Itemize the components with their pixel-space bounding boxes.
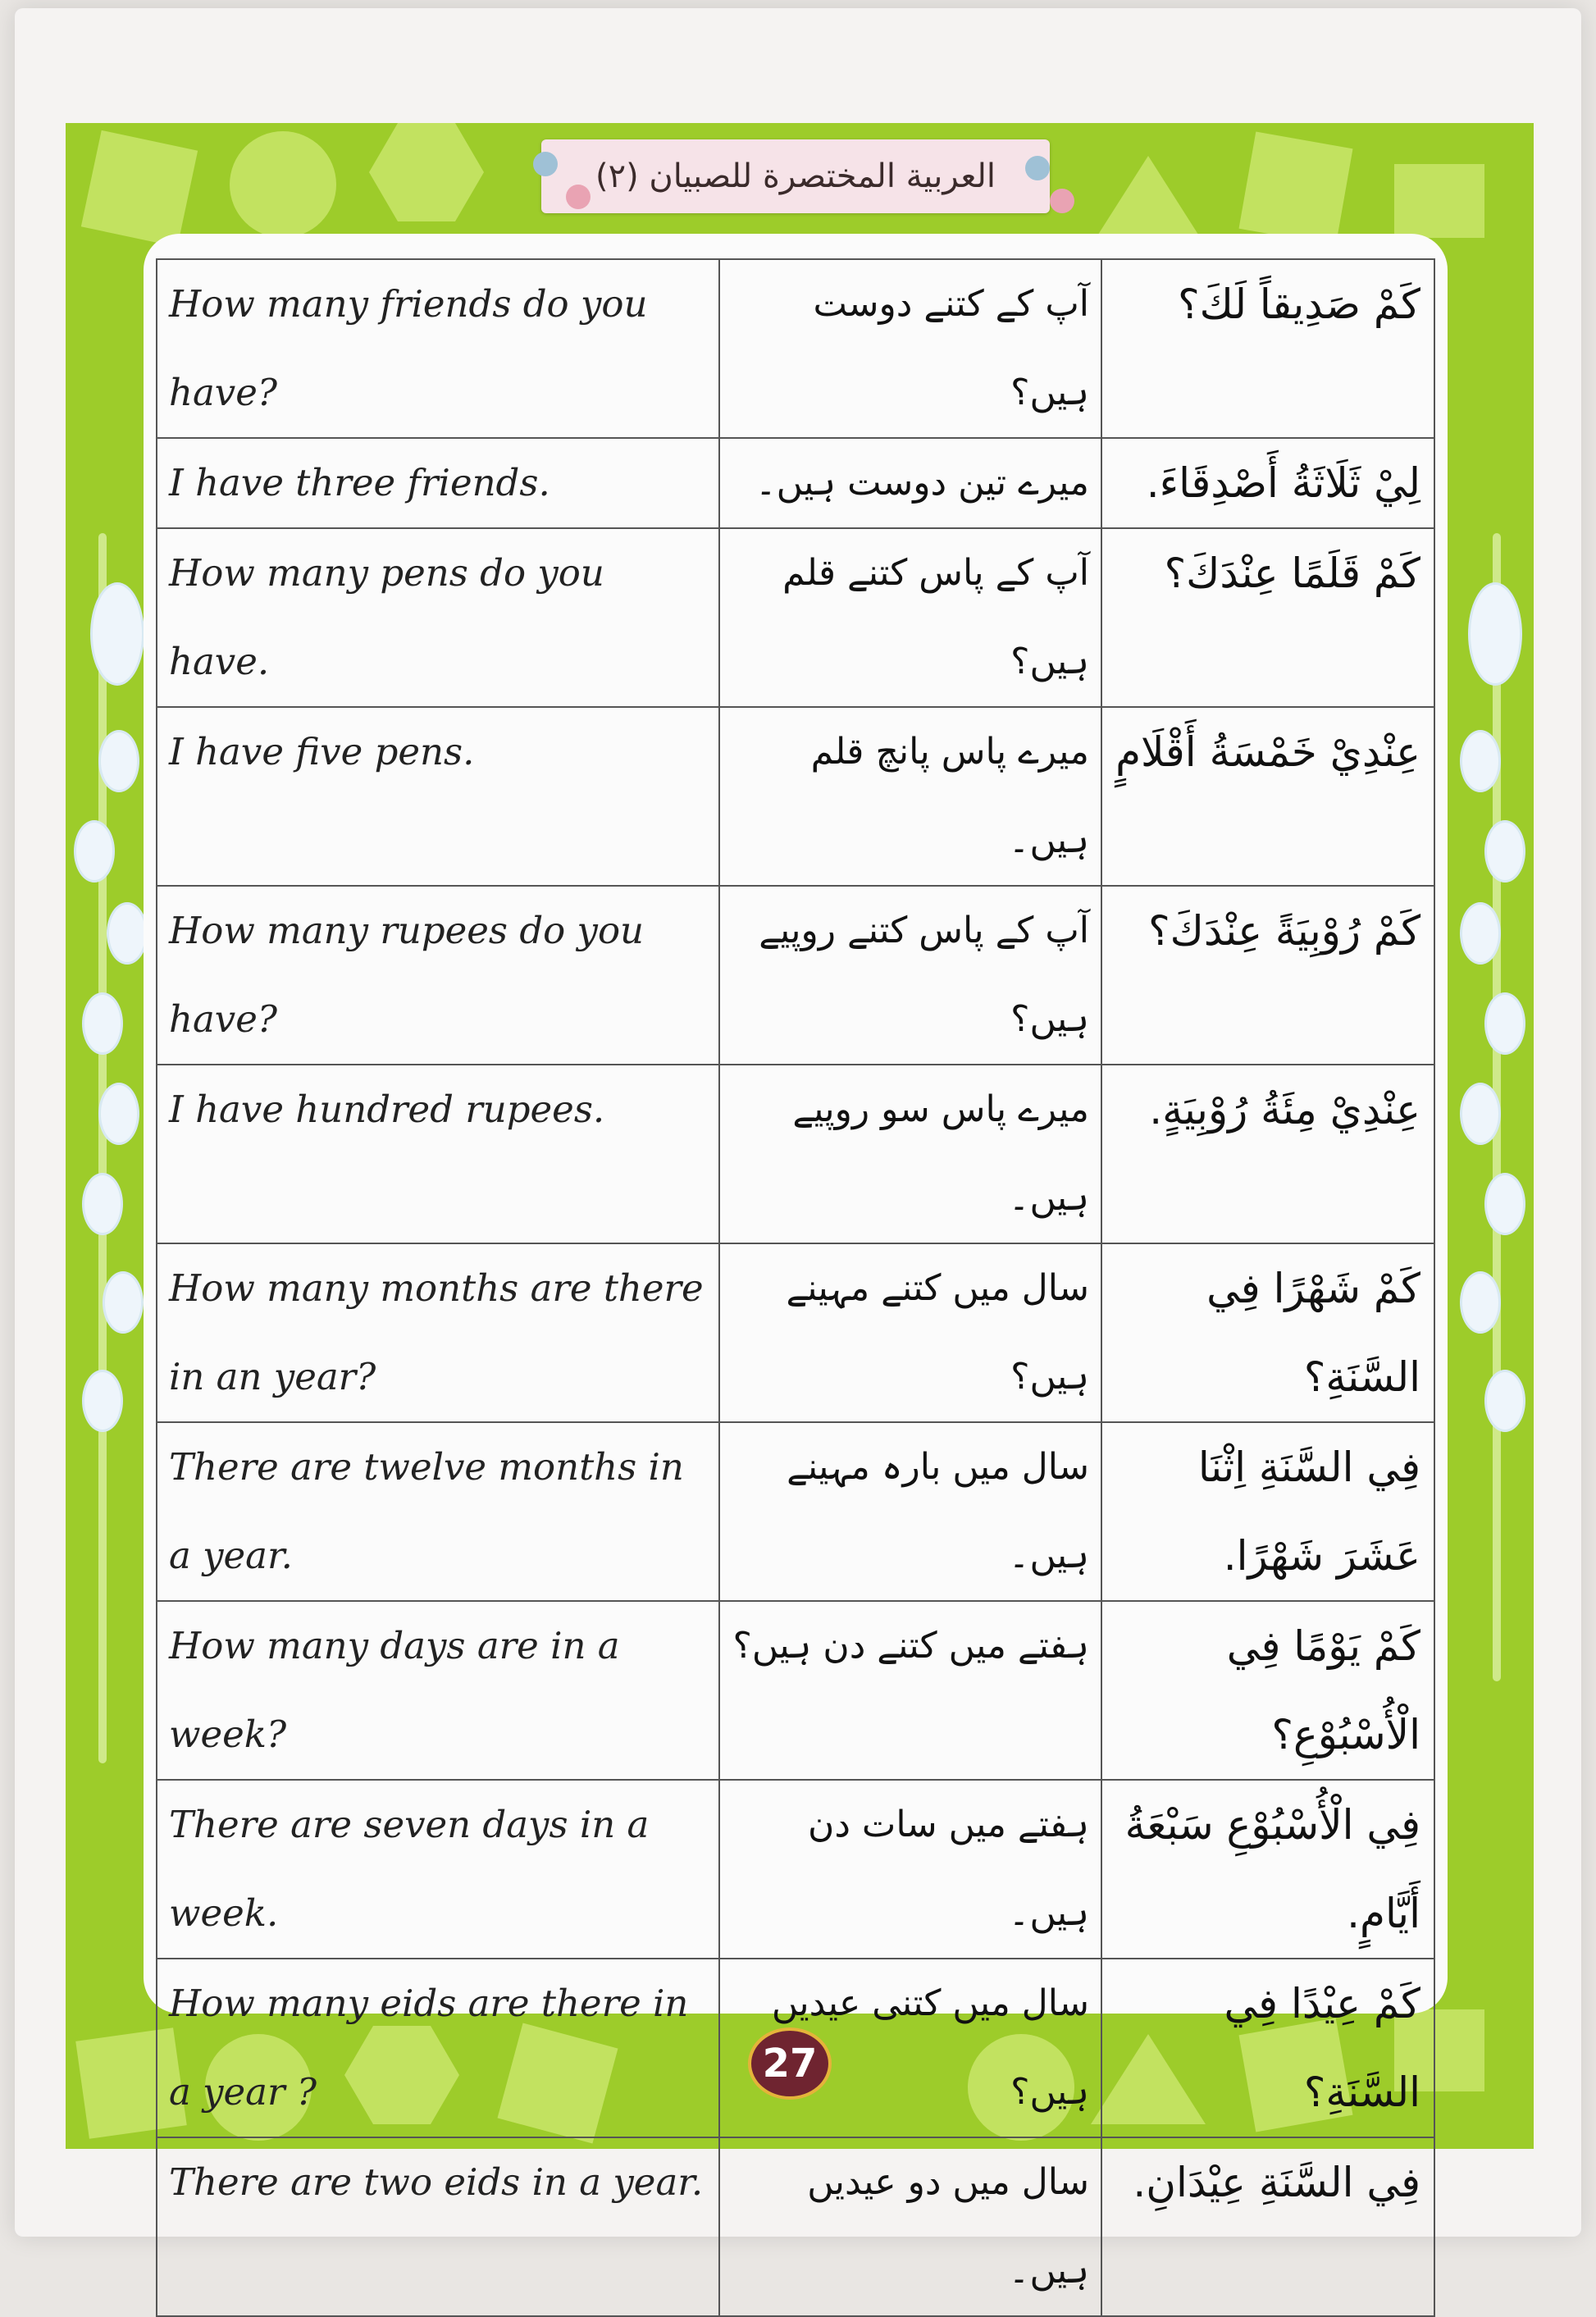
arabic-cell: كَمْ يَوْمًا فِي الْأُسْبُوْعِ؟ [1101,1601,1434,1780]
leaf-icon [1484,1173,1525,1235]
urdu-cell: آپ کے پاس کتنے قلم ہیں؟ [719,528,1101,707]
arabic-cell: كَمْ صَدِيقاً لَكَ؟ [1101,259,1434,438]
flower-icon [566,185,591,209]
left-vine [98,533,107,1763]
leaf-icon [98,730,139,792]
arabic-cell: فِي الْأُسْبُوْعِ سَبْعَةُ أَيَّامٍ. [1101,1780,1434,1959]
decor-square [81,130,198,247]
flower-icon [1025,156,1050,180]
urdu-cell: میرے پاس سو روپیے ہیں۔ [719,1065,1101,1243]
page-number: 27 [762,2041,818,2087]
english-cell: How many days are in a week? [157,1601,719,1780]
leaf-icon [107,902,148,965]
decor-circle [230,131,336,238]
leaf-icon [1460,1083,1501,1145]
arabic-cell: عِنْدِيْ خَمْسَةُ أَقْلَامٍ [1101,707,1434,886]
english-cell: There are two eids in a year. [157,2137,719,2316]
table-row [157,1065,1434,1243]
table-row [157,528,1434,707]
english-cell: How many months are there in an year? [157,1243,719,1422]
table-row [157,1243,1434,1422]
leaf-icon [1484,820,1525,883]
arabic-cell: فِي السَّنَةِ عِيْدَانِ. [1101,2137,1434,2316]
urdu-cell: ہفتے میں کتنے دن ہیں؟ [719,1601,1101,1780]
english-cell: I have hundred rupees. [157,1065,719,1243]
decor-square [1238,131,1352,245]
urdu-cell: سال میں دو عیدیں ہیں۔ [719,2137,1101,2316]
leaf-icon [82,992,123,1055]
table-row [157,707,1434,886]
urdu-cell: میرے تین دوست ہیں۔ [719,438,1101,528]
leaf-icon [1460,1271,1501,1334]
vocabulary-table [156,258,1435,2317]
table-row [157,438,1434,528]
english-cell: There are seven days in a week. [157,1780,719,1959]
leaf-icon [1460,902,1501,965]
arabic-cell: كَمْ عِيْدًا فِي السَّنَةِ؟ [1101,1959,1434,2137]
flower-icon [1050,189,1074,213]
english-cell: There are twelve months in a year. [157,1422,719,1601]
book-title-banner [541,139,1050,213]
table-row [157,1780,1434,1959]
urdu-cell: سال میں کتنی عیدیں ہیں؟ [719,1959,1101,2137]
leaf-icon [1484,992,1525,1055]
table-row [157,1422,1434,1601]
decor-hexagon [369,123,484,221]
book-title: العربية المختصرة للصبيان (٢) [595,157,996,195]
leaf-icon [1484,1370,1525,1432]
leaf-icon [98,1083,139,1145]
arabic-cell: فِي السَّنَةِ اِثْنَا عَشَرَ شَهْرًا. [1101,1422,1434,1601]
arabic-cell: كَمْ رُوْبِيَةً عِنْدَكَ؟ [1101,886,1434,1065]
decor-triangle [1091,156,1206,246]
arabic-cell: كَمْ شَهْرًا فِي السَّنَةِ؟ [1101,1243,1434,1422]
leaf-icon [74,820,115,883]
english-cell: How many eids are there in a year ? [157,1959,719,2137]
leaf-icon [90,582,144,686]
leaf-icon [82,1370,123,1432]
english-cell: How many rupees do you have? [157,886,719,1065]
arabic-cell: عِنْدِيْ مِئَةُ رُوْبِيَةٍ. [1101,1065,1434,1243]
arabic-cell: لِيْ ثَلَاثَةُ أَصْدِقَاءَ. [1101,438,1434,528]
leaf-icon [82,1173,123,1235]
table-row [157,1601,1434,1780]
table-row [157,259,1434,438]
table-row [157,886,1434,1065]
page-number-badge [748,2027,832,2100]
leaf-icon [1468,582,1522,686]
decor-square [1394,164,1484,238]
table-row [157,2137,1434,2316]
english-cell: How many friends do you have? [157,259,719,438]
urdu-cell: سال میں کتنے مہینے ہیں؟ [719,1243,1101,1422]
urdu-cell: سال میں بارہ مہینے ہیں۔ [719,1422,1101,1601]
urdu-cell: میرے پاس پانچ قلم ہیں۔ [719,707,1101,886]
urdu-cell: آپ کے پاس کتنے روپیے ہیں؟ [719,886,1101,1065]
english-cell: How many pens do you have. [157,528,719,707]
english-cell: I have three friends. [157,438,719,528]
urdu-cell: ہفتے میں سات دن ہیں۔ [719,1780,1101,1959]
arabic-cell: كَمْ قَلَمًا عِنْدَكَ؟ [1101,528,1434,707]
leaf-icon [1460,730,1501,792]
flower-icon [533,152,558,176]
urdu-cell: آپ کے کتنے دوست ہیں؟ [719,259,1101,438]
english-cell: I have five pens. [157,707,719,886]
leaf-icon [103,1271,144,1334]
